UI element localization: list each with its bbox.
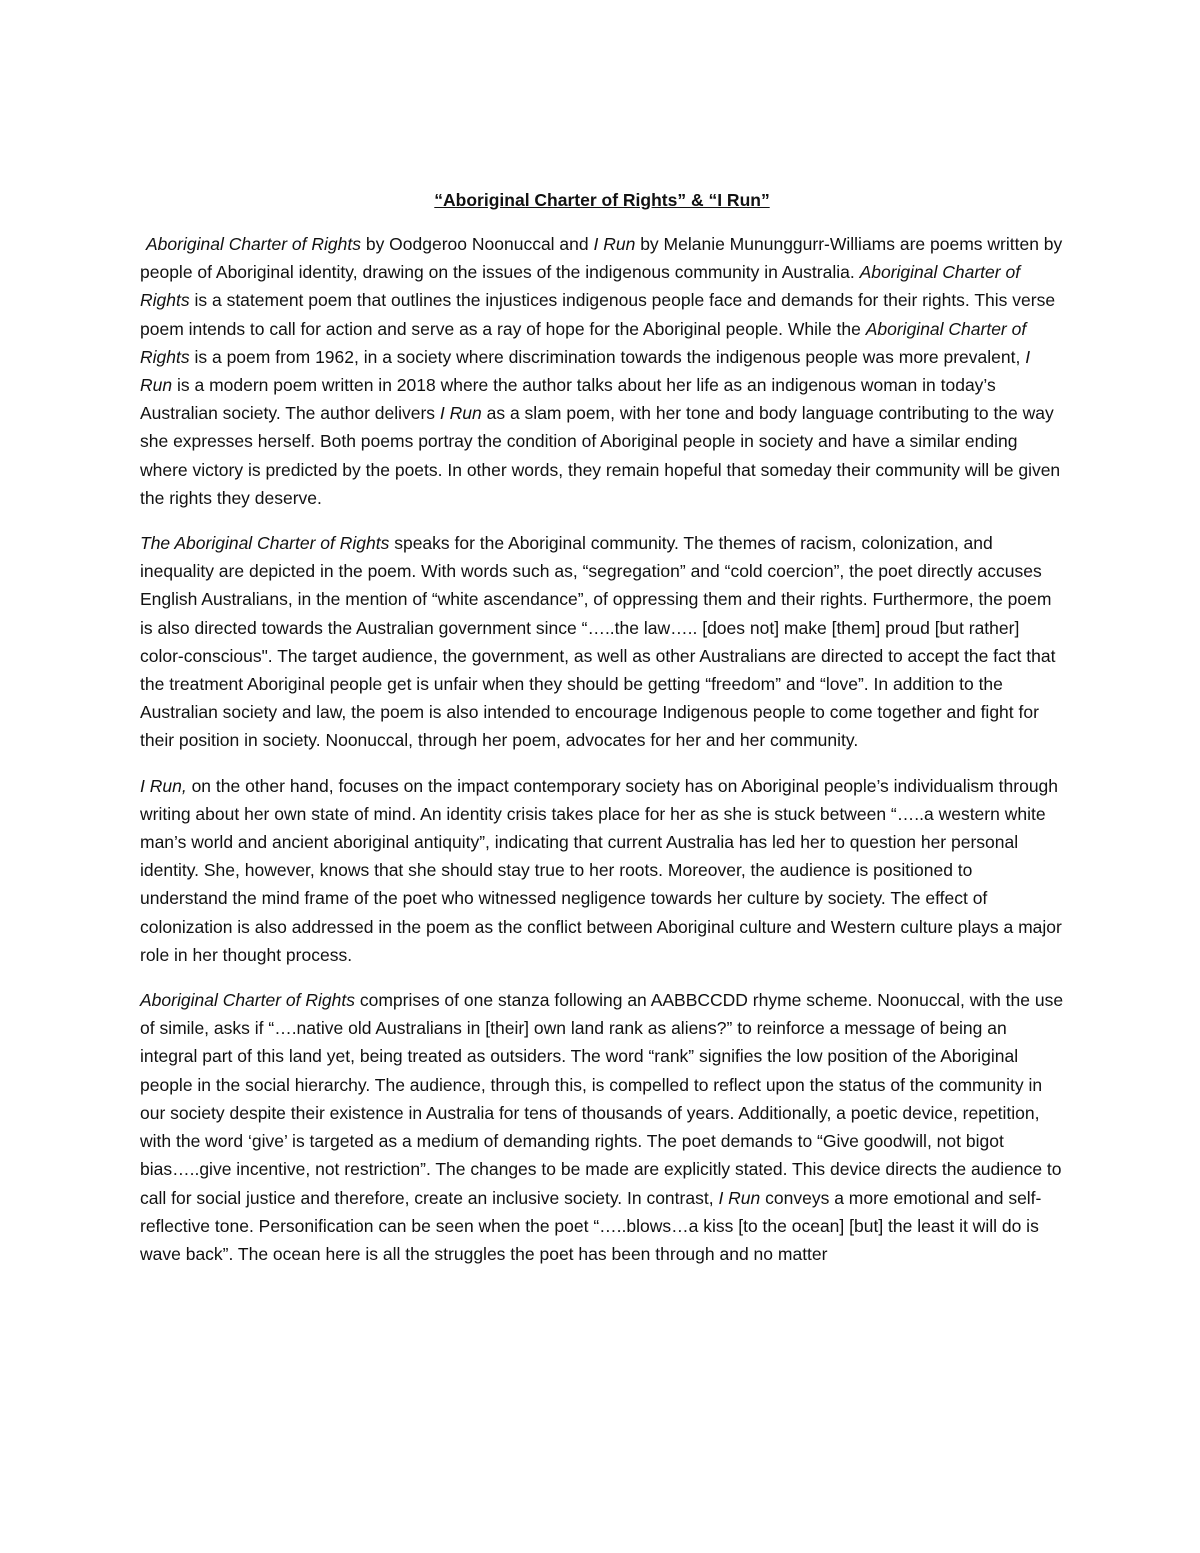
paragraph-text: conveys a more emotional and self-reflective tone. Personification can be seen when the poet “…..blows…a kiss [to the ocean] [but] the least it will do is wave back”. The ocean here is all the struggles the poet has been through and no matter (140, 1187, 1042, 1264)
paragraph-list (140, 230, 1064, 1268)
body-paragraph (140, 772, 1064, 969)
italic-title-text: I Run (718, 1187, 761, 1208)
document-body (140, 186, 1064, 1285)
italic-title-text: Aboriginal Charter of Rights (146, 234, 361, 254)
body-paragraph (140, 529, 1064, 755)
paragraph-text: as a slam poem, with her tone and body language contributing to the way she expresses herself. Both poems portray the condition of Aboriginal people in society and have a similar ending where victory is predicted by the poets. In other words, they remain hopeful that someday their community will be given the rights they deserve. (140, 403, 1061, 508)
paragraph-text: is a modern poem written in 2018 where the author talks about her life as an indigenous woman in today’s Australian society. The author delivers (140, 375, 996, 424)
paragraph-text: comprises of one stanza following an AABBCCDD rhyme scheme. Noonuccal, with the use of simile, asks if “….native old Australians in [their] own land rank as aliens?” to reinforce a message of being an integral part of this land yet, being treated as outsiders. The word “rank” signifies the low position of the Aboriginal people in the social hierarchy. The audience, through this, is compelled to reflect upon the status of the community in our society despite their existence in Australia for tens of thousands of years. Additionally, a poetic device, repetition, with the word ‘give’ is targeted as a medium of demanding rights. The poet demands to “Give goodwill, not bigot bias…..give incentive, not restriction”. The changes to be made are explicitly stated. This device directs the audience to call for social justice and therefore, create an inclusive society. In contrast, (140, 990, 1064, 1208)
paragraph-text: on the other hand, focuses on the impact contemporary society has on Aboriginal people’s individualism through writing about her own state of mind. An identity crisis takes place for her as she is stuck between “…..a western white man’s world and ancient aboriginal antiquity”, indicating that current Australia has led her to question her personal identity. She, however, knows that she should stay true to her roots. Moreover, the audience is positioned to understand the mind frame of the poet who witnessed negligence towards her culture by society. The effect of colonization is also addressed in the poem as the conflict between Aboriginal culture and Western culture plays a major role in her thought process. (140, 775, 1062, 965)
document-title: “Aboriginal Charter of Rights” & “I Run” (434, 190, 770, 210)
paragraph-text: speaks for the Aboriginal community. The themes of racism, colonization, and inequality are depicted in the poem. With words such as, “segregation” and “cold coercion”, the poet directly accuses English Australians, in the mention of “white ascendance”, of oppressing them and their rights. Furthermore, the poem is also directed towards the Australian government since “…..the law….. [does not] make [them] proud [but rather] color-conscious". The target audience, the government, as well as other Australians are directed to accept the fact that the treatment Aboriginal people get is unfair when they should be getting “freedom” and “love”. In addition to the Australian society and law, the poem is also intended to encourage Indigenous people to come together and fight for their position in society. Noonuccal, through her poem, advocates for her and her community. (140, 533, 1056, 751)
italic-title-text: Aboriginal Charter of Rights (140, 262, 1021, 311)
italic-title-text: I Run (593, 234, 636, 254)
italic-title-text: I Run (140, 346, 1031, 396)
italic-title-text: The Aboriginal Charter of Rights (140, 533, 390, 554)
paragraph-text: is a statement poem that outlines the injustices indigenous people face and demands for their rights. This verse poem intends to call for action and serve as a ray of hope for the Aboriginal people. While the (140, 290, 1056, 339)
italic-title-text: I Run (439, 403, 482, 424)
italic-title-text: Aboriginal Charter of Rights (140, 990, 355, 1011)
body-paragraph (140, 230, 1064, 512)
paragraph-text: by Oodgeroo Noonuccal and (360, 234, 594, 254)
italic-title-text: I Run, (140, 775, 187, 796)
italic-title-text: Aboriginal Charter of Rights (140, 318, 1027, 367)
paragraph-text: is a poem from 1962, in a society where discrimination towards the indigenous people was more prevalent, (189, 346, 1026, 367)
paragraph-text: by Melanie Mununggurr-Williams are poems written by people of Aboriginal identity, drawing on the issues of the indigenous community in Australia. (140, 234, 1063, 283)
body-paragraph (140, 986, 1064, 1268)
